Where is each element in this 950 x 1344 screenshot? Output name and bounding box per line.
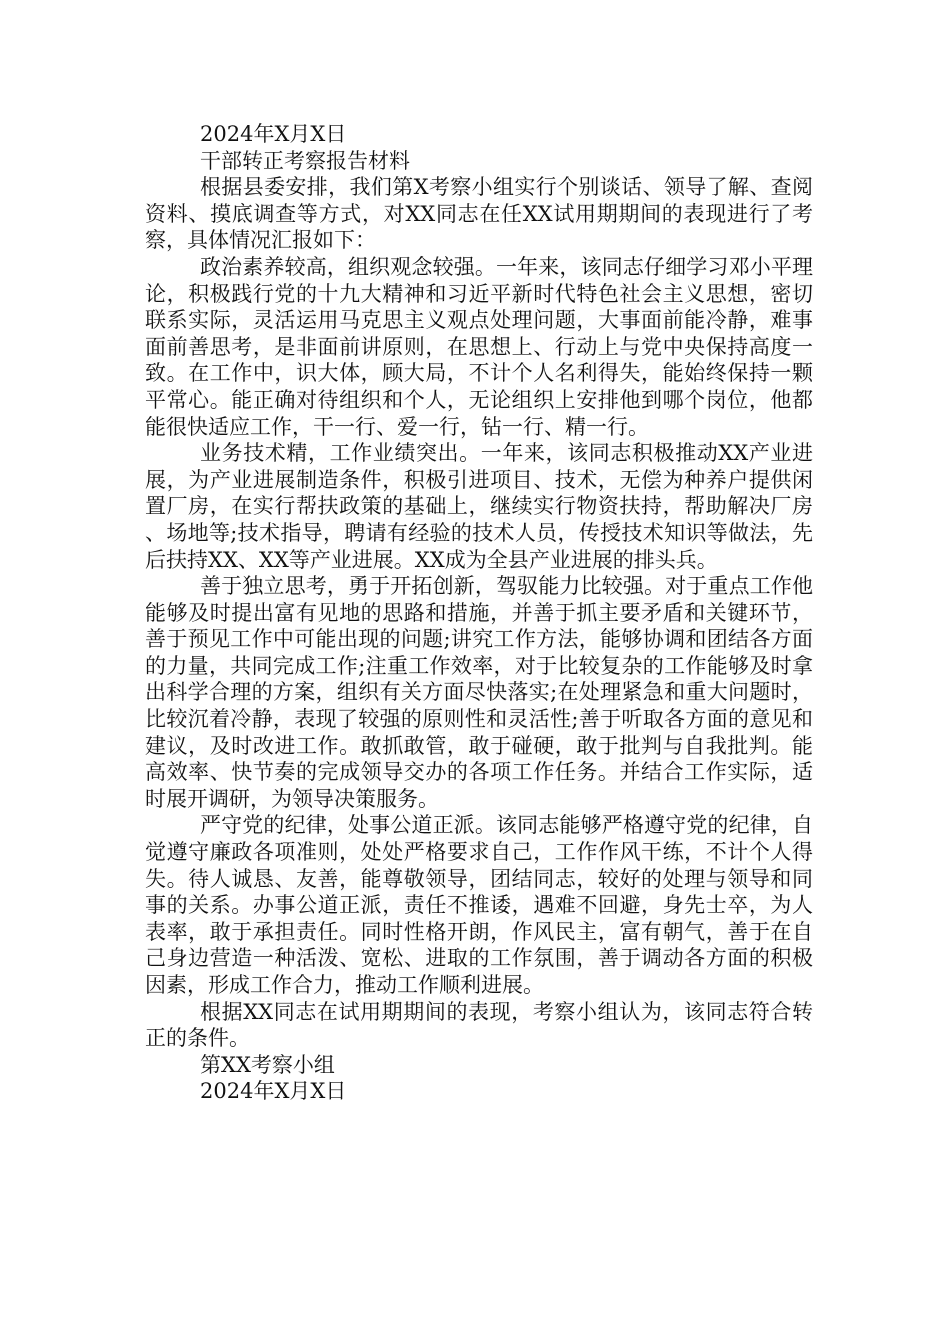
paragraph-political-quality: 政治素养较高，组织观念较强。一年来，该同志仔细学习邓小平理论，积极践行党的十九大精神和习近平新时代特色社会主义思想，密切联系实际，灵活运用马克思主义观点处理问题，大事面前能冷静，难事面前善思考，是非面前讲原则，在思想上、行动上与党中央保持高度一致。在工作中，识大体，顾大局，不计个人名利得失，能始终保持一颗平常心。能正确对待组织和个人，无论组织上安排他到哪个岗位，他都能很快适应工作，干一行、爱一行，钻一行、精一行。 xyxy=(145,254,813,439)
document-date-bottom: 2024年X月X日 xyxy=(200,1079,347,1104)
paragraph-work-performance: 业务技术精，工作业绩突出。一年来，该同志积极推动XX产业进展，为产业进展制造条件，积极引进项目、技术，无偿为种养户提供闲置厂房，在实行帮扶政策的基础上，继续实行物资扶持，帮助解决厂房、场地等;技术指导，聘请有经验的技术人员，传授技术知识等做法，先后扶持XX、XX等产业进展。XX成为全县产业进展的排头兵。 xyxy=(145,441,813,572)
paragraph-discipline: 严守党的纪律，处事公道正派。该同志能够严格遵守党的纪律，自觉遵守廉政各项准则，处处严格要求自己，工作作风干练，不计个人得失。待人诚恳、友善，能尊敬领导，团结同志，较好的处理与领导和同事的关系。办事公道正派，责任不推诿，遇难不回避，身先士卒，为人表率，敢于承担责任。同时性格开朗，作风民主，富有朝气，善于在自己身边营造一种活泼、宽松、进取的工作氛围，善于调动各方面的积极因素，形成工作合力，推动工作顺利进展。 xyxy=(145,813,813,997)
document-title: 干部转正考察报告材料 xyxy=(200,148,410,173)
document-body xyxy=(145,121,813,1105)
paragraph-conclusion: 根据XX同志在试用期期间的表现，考察小组认为，该同志符合转正的条件。 xyxy=(145,999,813,1051)
paragraph-intro: 根据县委安排，我们第X考察小组实行个别谈话、领导了解、查阅资料、摸底调查等方式，对XX同志在任XX试用期期间的表现进行了考察，具体情况汇报如下： xyxy=(145,175,813,253)
document-date-top: 2024年X月X日 xyxy=(200,122,347,146)
signature-group: 第XX考察小组 xyxy=(200,1052,335,1077)
paragraph-innovation: 善于独立思考，勇于开拓创新，驾驭能力比较强。对于重点工作他能够及时提出富有见地的思路和措施，并善于抓主要矛盾和关键环节，善于预见工作中可能出现的问题;讲究工作方法，能够协调和团结各方面的力量，共同完成工作;注重工作效率，对于比较复杂的工作能够及时拿出科学合理的方案，组织有关方面尽快落实;在处理紧急和重大问题时，比较沉着冷静，表现了较强的原则性和灵活性;善于听取各方面的意见和建议，及时改进工作。敢抓敢管，敢于碰硬，敢于批判与自我批判。能高效率、快节奏的完成领导交办的各项工作任务。并结合工作实际，适时展开调研，为领导决策服务。 xyxy=(145,574,813,811)
